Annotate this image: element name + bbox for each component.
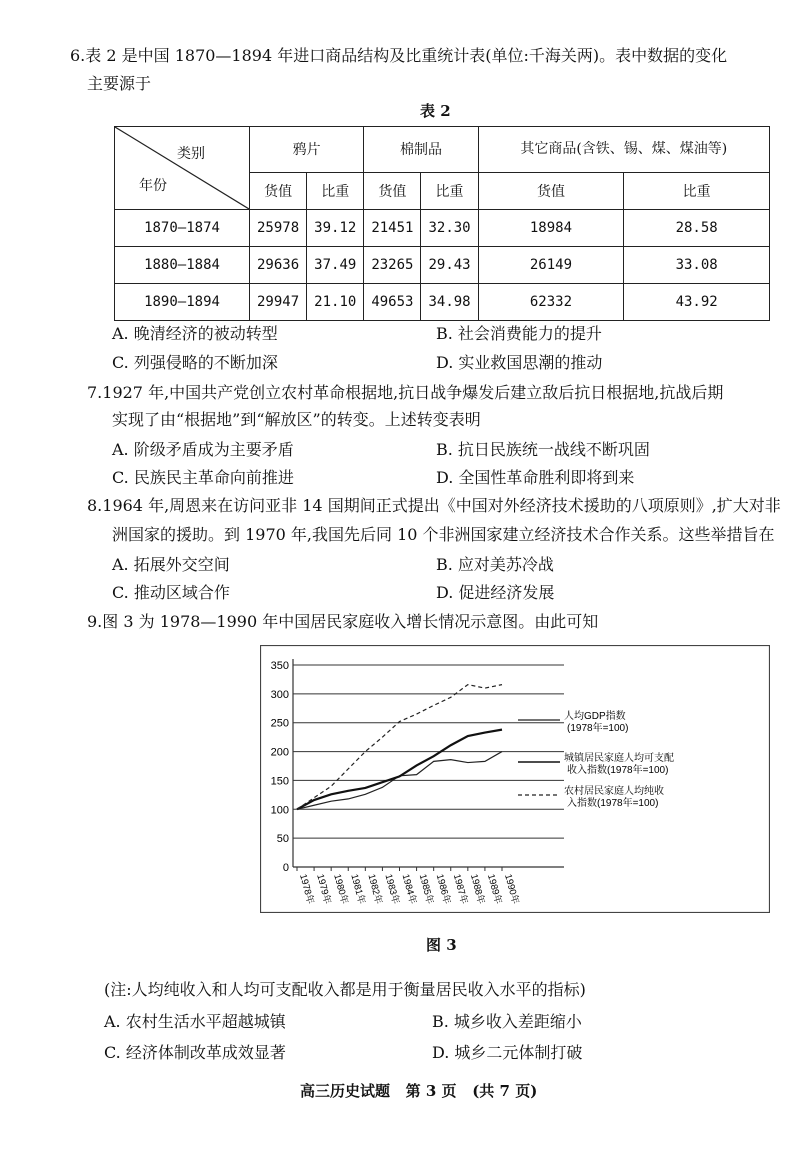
q7-stem-line1: 7.1927 年,中国共产党创立农村革命根据地,抗日战争爆发后建立敌后抗日根据地,抗战后期 — [87, 383, 724, 402]
legend-label: (1978年=100) — [567, 723, 629, 734]
legend-label: 入指数(1978年=100) — [567, 798, 659, 809]
header-cotton: 棉制品 — [364, 127, 478, 173]
cell-value: 26149 — [478, 247, 624, 284]
row-period: 1870—1874 — [115, 210, 250, 247]
x-tick-label: 1981年 — [348, 872, 367, 906]
q9-stem: 9.图 3 为 1978—1990 年中国居民家庭收入增长情况示意图。由此可知 — [87, 612, 599, 631]
table-row — [115, 247, 770, 284]
header-other: 其它商品(含铁、锡、煤、煤油等) — [478, 127, 769, 173]
y-tick-label: 150 — [270, 775, 289, 788]
q6-stem-line1: 6.表 2 是中国 1870—1894 年进口商品结构及比重统计表(单位:千海关两)。表中数据的变化 — [70, 46, 728, 65]
y-tick-label: 0 — [282, 862, 289, 874]
x-tick-label: 1978年 — [297, 872, 316, 906]
x-tick-label: 1989年 — [485, 872, 504, 906]
q6-stem-line2: 主要源于 — [87, 74, 152, 93]
x-tick-label: 1986年 — [433, 872, 453, 906]
q8-option-d[interactable]: D. 促进经济发展 — [436, 583, 555, 602]
page-footer: 高三历史试题 第 3 页 (共 7 页) — [300, 1082, 538, 1100]
x-tick-label: 1979年 — [314, 872, 333, 906]
q7-option-b[interactable]: B. 抗日民族统一战线不断巩固 — [436, 440, 650, 459]
q8-stem-line1: 8.1964 年,周恩来在访问亚非 14 国期间正式提出《中国对外经济技术援助的八项原则》,扩大对非 — [87, 496, 781, 515]
cell-value: 29947 — [250, 284, 307, 321]
cell-share: 39.12 — [307, 210, 364, 247]
q6-option-d[interactable]: D. 实业救国思潮的推动 — [436, 353, 603, 372]
q9-option-a[interactable]: A. 农村生活水平超越城镇 — [104, 1012, 286, 1031]
x-tick-label: 1982年 — [365, 872, 384, 906]
q7-option-d[interactable]: D. 全国性革命胜利即将到来 — [436, 468, 635, 487]
table-row — [115, 210, 770, 247]
legend-label: 城镇居民家庭人均可支配 — [564, 753, 674, 764]
cell-share: 29.43 — [421, 247, 478, 284]
y-tick-label: 50 — [276, 833, 289, 846]
y-tick-label: 350 — [270, 660, 289, 672]
x-tick-label: 1980年 — [331, 872, 350, 906]
q9-option-b[interactable]: B. 城乡收入差距缩小 — [432, 1012, 582, 1031]
cell-share: 37.49 — [307, 247, 364, 284]
x-tick-label: 1984年 — [399, 872, 419, 906]
subheader-value: 货值 — [250, 172, 307, 209]
cell-share: 21.10 — [307, 284, 364, 321]
subheader-share: 比重 — [421, 172, 478, 209]
subheader-share: 比重 — [624, 172, 770, 209]
x-tick-label: 1983年 — [382, 872, 402, 906]
q9-note: (注:人均纯收入和人均可支配收入都是用于衡量居民收入水平的指标) — [104, 980, 586, 999]
row-period: 1880—1884 — [115, 247, 250, 284]
x-tick-label: 1988年 — [467, 872, 487, 906]
cell-share: 34.98 — [421, 284, 478, 321]
row-period: 1890—1894 — [115, 284, 250, 321]
cell-value: 29636 — [250, 247, 307, 284]
y-tick-label: 300 — [270, 688, 289, 701]
cell-value: 23265 — [364, 247, 421, 284]
subheader-share: 比重 — [307, 172, 364, 209]
chart-svg — [260, 645, 770, 913]
table-row — [115, 284, 770, 321]
cell-value: 62332 — [478, 284, 624, 321]
q7-stem-line2: 实现了由“根据地”到“解放区”的转变。上述转变表明 — [112, 410, 481, 429]
cell-value: 21451 — [364, 210, 421, 247]
legend-label: 农村居民家庭人均纯收 — [564, 786, 664, 797]
q8-option-b[interactable]: B. 应对美苏冷战 — [436, 555, 554, 574]
q8-option-c[interactable]: C. 推动区域合作 — [112, 583, 230, 602]
q9-option-d[interactable]: D. 城乡二元体制打破 — [432, 1043, 583, 1062]
cell-value: 18984 — [478, 210, 624, 247]
subheader-value: 货值 — [478, 172, 624, 209]
cell-value: 49653 — [364, 284, 421, 321]
x-tick-label: 1990年 — [502, 872, 521, 906]
q6-option-b[interactable]: B. 社会消费能力的提升 — [436, 324, 602, 343]
cell-share: 28.58 — [624, 210, 770, 247]
cell-share: 33.08 — [624, 247, 770, 284]
cell-share: 43.92 — [624, 284, 770, 321]
header-category: 类别 — [177, 146, 205, 162]
table-title: 表 2 — [420, 102, 451, 120]
legend-label: 收入指数(1978年=100) — [567, 765, 669, 776]
y-tick-label: 250 — [270, 717, 289, 730]
q8-option-a[interactable]: A. 拓展外交空间 — [112, 555, 230, 574]
q6-option-a[interactable]: A. 晚清经济的被动转型 — [112, 324, 278, 343]
x-tick-label: 1987年 — [450, 872, 470, 906]
figure-caption: 图 3 — [426, 936, 457, 954]
q9-option-c[interactable]: C. 经济体制改革成效显著 — [104, 1043, 286, 1062]
legend-label: 人均GDP指数 — [564, 711, 626, 722]
subheader-value: 货值 — [364, 172, 421, 209]
cell-share: 32.30 — [421, 210, 478, 247]
header-opium: 鸦片 — [250, 127, 364, 173]
y-tick-label: 200 — [270, 746, 289, 759]
q7-option-c[interactable]: C. 民族民主革命向前推进 — [112, 468, 294, 487]
import-structure-table — [114, 126, 770, 321]
diagonal-header-cell — [115, 127, 250, 210]
x-tick-label: 1985年 — [416, 872, 436, 906]
chart-frame — [261, 646, 770, 913]
header-year: 年份 — [139, 178, 167, 194]
income-growth-chart — [260, 645, 770, 913]
y-tick-label: 100 — [270, 804, 289, 817]
q8-stem-line2: 洲国家的援助。到 1970 年,我国先后同 10 个非洲国家建立经济技术合作关系。这些举措旨在 — [112, 525, 775, 544]
q7-option-a[interactable]: A. 阶级矛盾成为主要矛盾 — [112, 440, 294, 459]
q6-option-c[interactable]: C. 列强侵略的不断加深 — [112, 353, 278, 372]
cell-value: 25978 — [250, 210, 307, 247]
